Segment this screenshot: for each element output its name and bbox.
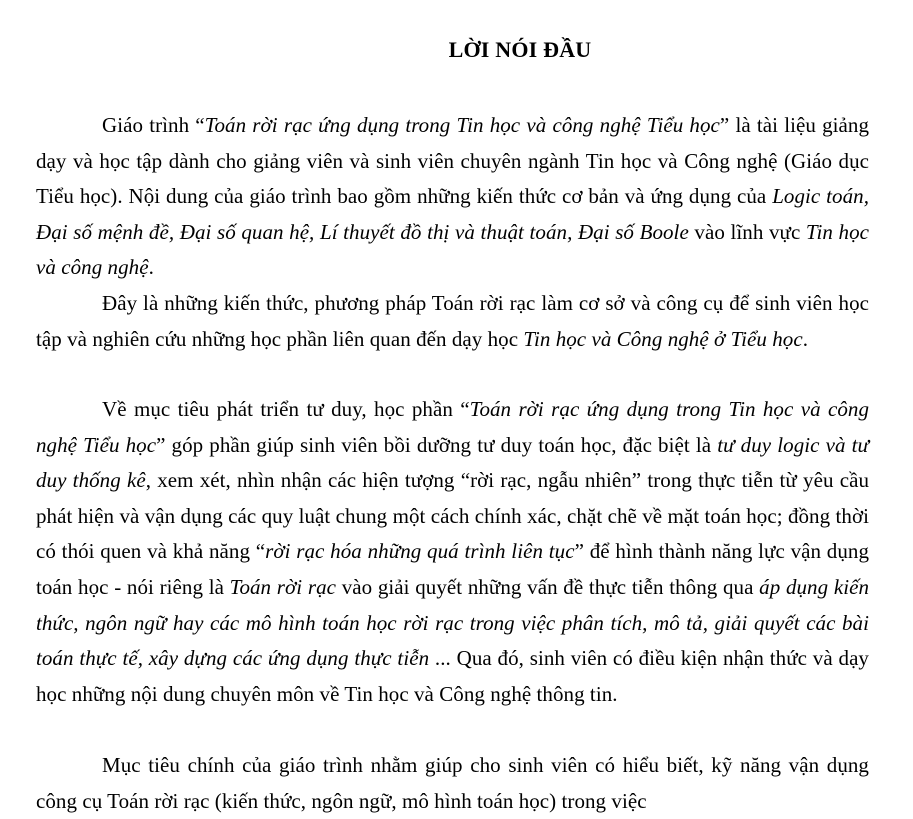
- text-segment: ” để hình thành năng lực vận dụng toán học - nói riêng là: [36, 539, 869, 599]
- text-segment-italic: Tin học và công nghệ: [36, 219, 869, 280]
- text-segment-italic: Toán rời rạc ứng dụng trong Tin học và công nghệ Tiểu học: [204, 113, 720, 137]
- text-segment: vào lĩnh vực: [688, 219, 806, 244]
- text-segment-italic: Tin học và Công nghệ ở Tiểu học: [523, 326, 803, 351]
- text-segment: Đây là những kiến thức, phương pháp Toán rời rạc làm cơ sở và công cụ để sinh viên học tập và nghiên cứu những học phần liên quan đến dạy học: [36, 291, 869, 351]
- paragraph-foundation: [36, 286, 869, 357]
- text-segment: , xem xét, nhìn nhận các hiện tượng “rời rạc, ngẫu nhiên” trong thực tiễn từ yêu cầu phát hiện và vận dụng các quy luật chung một cách chính xác, chặt chẽ về mặt toán học; đồng thời có thói quen và khả năng “: [36, 468, 869, 564]
- text-segment: .: [148, 255, 154, 280]
- text-segment: Giáo trình “: [102, 113, 205, 137]
- text-segment-italic: rời rạc hóa những quá trình liên tục: [265, 539, 575, 564]
- text-segment: ” góp phần giúp sinh viên bồi dưỡng tư duy toán học, đặc biệt là: [156, 432, 718, 457]
- text-segment: ... Qua đó, sinh viên có điều kiện nhận thức và dạy học những nội dung chuyên môn về Tin học và Công nghệ thông tin.: [36, 646, 869, 706]
- text-segment-italic: Toán rời rạc: [229, 574, 336, 599]
- text-segment-italic: áp dụng kiến thức, ngôn ngữ hay các mô hình toán học rời rạc trong việc phân tích, mô tả, giải quyết các bài toán thực tế, xây dựng các ứng dụng thực tiễn: [36, 574, 870, 671]
- paragraph-intro: [36, 108, 869, 286]
- text-segment: Về mục tiêu phát triển tư duy, học phần “: [102, 397, 470, 421]
- page-title: LỜI NÓI ĐẦU: [448, 37, 592, 62]
- text-segment-italic: Logic toán, Đại số mệnh đề, Đại số quan hệ, Lí thuyết đồ thị và thuật toán, Đại số Boole: [36, 184, 869, 244]
- text-segment: vào giải quyết những vấn đề thực tiễn thông qua: [336, 574, 760, 599]
- text-segment: .: [802, 326, 809, 351]
- paragraph-thinking-goals: [36, 392, 869, 712]
- text-segment: Mục tiêu chính của giáo trình nhằm giúp cho sinh viên có hiểu biết, kỹ năng vận dụng công cụ Toán rời rạc (kiến thức, ngôn ngữ, mô hình toán học) trong việc: [36, 753, 869, 813]
- text-segment-italic: Toán rời rạc ứng dụng trong Tin học và công nghệ Tiểu học: [36, 397, 869, 457]
- text-segment-italic: tư duy logic và tư duy thống kê: [36, 432, 869, 493]
- paragraph-main-goal: [36, 748, 869, 819]
- text-segment: ” là tài liệu giảng dạy và học tập dành cho giảng viên và sinh viên chuyên ngành Tin học và Công nghệ (Giáo dục Tiểu học). Nội dung của giáo trình bao gồm những kiến thức cơ bản và ứng dụng của: [36, 113, 870, 209]
